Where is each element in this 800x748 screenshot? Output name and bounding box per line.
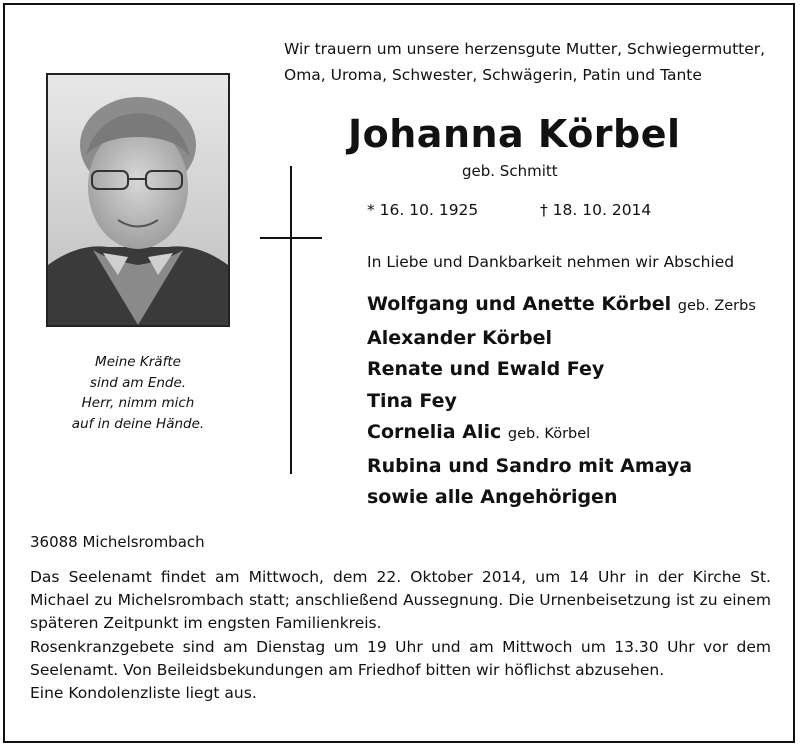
maiden-name: geb. Schmitt [462, 162, 558, 180]
family-member-name: Wolfgang und Anette Körbel [367, 293, 672, 315]
family-member-note: geb. Körbel [507, 426, 591, 442]
deceased-name: Johanna Körbel [348, 112, 681, 156]
family-member [367, 323, 756, 355]
family-member-name: Tina Fey [367, 389, 457, 412]
service-paragraph: Das Seelenamt findet am Mittwoch, dem 22. Oktober 2014, um 14 Uhr in der Kirche St. Michael zu Michelsrombach statt; anschließend Aussegnung. Die Urnenbeisetzung ist zu einem späteren Zeitpunkt im engsten Familienkreis. [30, 568, 771, 633]
intro-line-2: Oma, Uroma, Schwester, Schwägerin, Patin und Tante [284, 66, 702, 84]
poem-line: sind am Ende. [89, 374, 187, 391]
intro-line-1: Wir trauern um unsere herzensgute Mutter, Schwiegermutter, [284, 40, 766, 58]
birth-date: * 16. 10. 1925 [367, 201, 479, 219]
family-member [367, 354, 756, 386]
farewell-text: In Liebe und Dankbarkeit nehmen wir Abschied [367, 253, 735, 271]
family-member-note: geb. Zerbs [677, 298, 756, 314]
service-paragraph: Eine Kondolenzliste liegt aus. [30, 684, 257, 703]
poem-line: auf in deine Hände. [71, 415, 205, 432]
death-date: † 18. 10. 2014 [540, 201, 652, 219]
cross-icon [290, 166, 292, 474]
location: 36088 Michelsrombach [30, 533, 205, 551]
poem-line: Herr, nimm mich [81, 395, 195, 411]
service-details [30, 566, 771, 705]
family-member [367, 451, 756, 483]
cross-bar [260, 237, 322, 239]
family-member [367, 386, 756, 418]
portrait-photo [46, 73, 230, 327]
poem-line: Meine Kräfte [95, 354, 181, 370]
family-list [367, 289, 756, 514]
family-member-name: Renate und Ewald Fey [367, 358, 605, 380]
family-member-name: Rubina und Sandro mit Amaya [367, 454, 693, 477]
service-paragraph: Rosenkranzgebete sind am Dienstag um 19 Uhr und am Mittwoch um 13.30 Uhr vor dem Seelenamt. Von Beileidsbekundungen am Friedhof bitten wir höflichst abzusehen. [30, 637, 771, 679]
intro-text [284, 36, 784, 88]
family-member-name: Alexander Körbel [367, 326, 552, 349]
family-member [367, 289, 756, 323]
family-member-name: sowie alle Angehörigen [367, 486, 618, 508]
family-member-name: Cornelia Alic [367, 421, 502, 443]
poem-verse [46, 352, 230, 434]
family-member [367, 417, 756, 451]
family-member [367, 482, 756, 514]
